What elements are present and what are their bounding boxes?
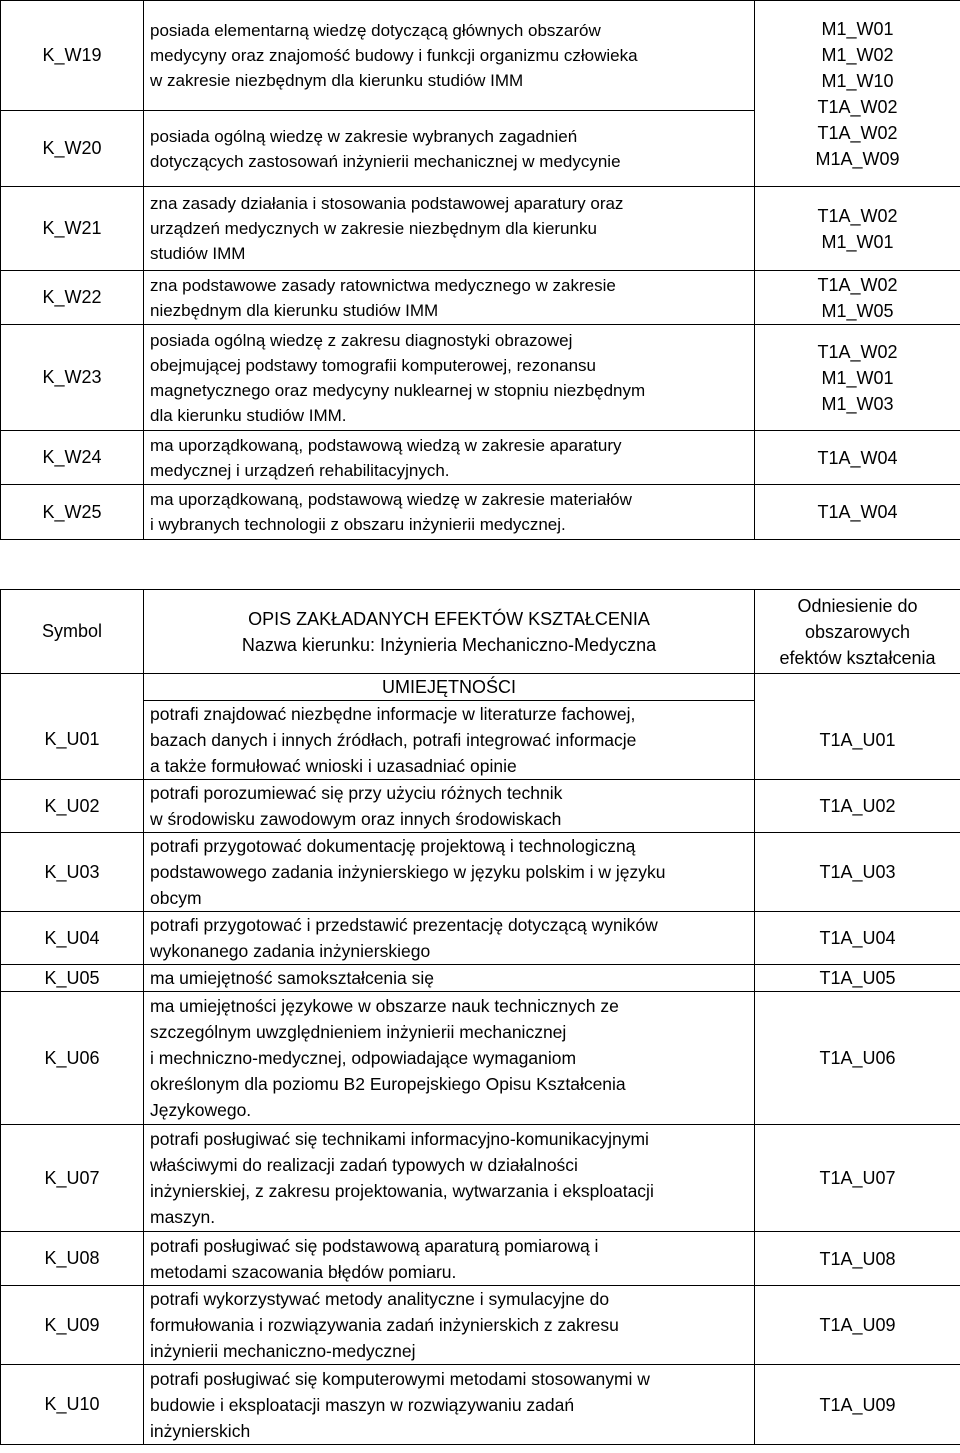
description-cell: ma umiejętności językowe w obszarze nauk technicznych ze szczególnym uwzględnieniem inżynierii mechanicznej i mechniczno-medycznej, odpowiadające wymaganiom określonym dla poziomu B2 Europejskiego Opisu Kształcenia Językowego. (144, 992, 755, 1125)
symbol-cell: K_U03 (1, 833, 144, 912)
symbol-cell: K_U05 (1, 965, 144, 992)
reference-cell: T1A_W02 M1_W05 (755, 271, 960, 325)
symbol-cell: K_U01 (1, 701, 144, 780)
symbol-cell: K_U06 (1, 992, 144, 1125)
header-title-cell (144, 590, 755, 674)
section-ref-empty (755, 674, 960, 701)
effects-table-knowledge (0, 0, 960, 540)
description-cell: potrafi porozumiewać się przy użyciu różnych technik w środowisku zawodowym oraz innych środowiskach (144, 780, 755, 833)
reference-cell: M1_W01 M1_W02 M1_W10 T1A_W02 T1A_W02 M1A_W09 (755, 1, 960, 187)
description-cell: potrafi przygotować dokumentację projektową i technologiczną podstawowego zadania inżynierskiego w języku polskim i w języku obcym (144, 833, 755, 912)
symbol-cell: K_U02 (1, 780, 144, 833)
description-cell: ma umiejętność samokształcenia się (144, 965, 755, 992)
reference-cell: T1A_U02 (755, 780, 960, 833)
symbol-cell: K_W22 (1, 271, 144, 325)
symbol-cell: K_W23 (1, 325, 144, 431)
effects-table-skills (0, 589, 960, 1445)
reference-cell: T1A_W04 (755, 431, 960, 485)
reference-cell: T1A_U06 (755, 992, 960, 1125)
reference-cell: T1A_U01 (755, 701, 960, 780)
description-cell: potrafi posługiwać się technikami informacyjno-komunikacyjnymi właściwymi do realizacji zadań typowych w działalności inżynierskiej, z zakresu projektowania, wytwarzania i eksploatacji maszyn. (144, 1125, 755, 1232)
reference-cell: T1A_U03 (755, 833, 960, 912)
symbol-cell: K_U09 (1, 1286, 144, 1365)
description-cell: potrafi posługiwać się podstawową aparaturą pomiarową i metodami szacowania błędów pomiaru. (144, 1232, 755, 1286)
reference-cell: T1A_W02 M1_W01 (755, 187, 960, 271)
description-cell: zna zasady działania i stosowania podstawowej aparatury oraz urządzeń medycznych w zakresie niezbędnym dla kierunku studiów IMM (144, 187, 755, 271)
reference-cell: T1A_U07 (755, 1125, 960, 1232)
page-title: OPIS ZAKŁADANYCH EFEKTÓW KSZTAŁCENIA (248, 608, 650, 629)
reference-cell: T1A_U05 (755, 965, 960, 992)
description-cell: zna podstawowe zasady ratownictwa medycznego w zakresie niezbędnym dla kierunku studiów IMM (144, 271, 755, 325)
symbol-cell: K_W21 (1, 187, 144, 271)
section-symbol-empty (1, 674, 144, 701)
symbol-cell: K_W20 (1, 111, 144, 187)
reference-cell: T1A_W04 (755, 485, 960, 540)
header-symbol: Symbol (1, 590, 144, 674)
field-name: Nazwa kierunku: Inżynieria Mechaniczno-Medyczna (241, 634, 657, 655)
reference-cell: T1A_U09 (755, 1286, 960, 1365)
description-cell: potrafi znajdować niezbędne informacje w literaturze fachowej, bazach danych i innych źródłach, potrafi integrować informacje a także formułować wnioski i uzasadniać opinie (144, 701, 755, 780)
symbol-cell: K_U04 (1, 912, 144, 965)
description-cell: posiada elementarną wiedzę dotyczącą głównych obszarów medycyny oraz znajomość budowy i funkcji organizmu człowieka w zakresie niezbędnym dla kierunku studiów IMM (144, 1, 755, 111)
description-cell: potrafi wykorzystywać metody analityczne i symulacyjne do formułowania i rozwiązywania zadań inżynierskich z zakresu inżynierii mechaniczno-medycznej (144, 1286, 755, 1365)
description-cell: posiada ogólną wiedzę z zakresu diagnostyki obrazowej obejmującej podstawy tomografii komputerowej, rezonansu magnetycznego oraz medycyny nuklearnej w stopniu niezbędnym dla kierunku studiów IMM. (144, 325, 755, 431)
symbol-cell: K_W19 (1, 1, 144, 111)
reference-cell: T1A_U08 (755, 1232, 960, 1286)
symbol-cell: K_U08 (1, 1232, 144, 1286)
section-heading: UMIEJĘTNOŚCI (144, 674, 755, 701)
description-cell: potrafi przygotować i przedstawić prezentację dotyczącą wyników wykonanego zadania inżynierskiego (144, 912, 755, 965)
description-cell: ma uporządkowaną, podstawową wiedzą w zakresie aparatury medycznej i urządzeń rehabilitacyjnych. (144, 431, 755, 485)
reference-cell: T1A_U04 (755, 912, 960, 965)
reference-cell: T1A_W02 M1_W01 M1_W03 (755, 325, 960, 431)
symbol-cell: K_U10 (1, 1365, 144, 1445)
header-reference: Odniesienie do obszarowych efektów kształcenia (755, 590, 960, 674)
reference-cell: T1A_U09 (755, 1365, 960, 1445)
description-cell: potrafi posługiwać się komputerowymi metodami stosowanymi w budowie i eksploatacji maszyn w rozwiązywaniu zadań inżynierskich (144, 1365, 755, 1445)
symbol-cell: K_U07 (1, 1125, 144, 1232)
description-cell: posiada ogólną wiedzę w zakresie wybranych zagadnień dotyczących zastosowań inżynierii mechanicznej w medycynie (144, 111, 755, 187)
symbol-cell: K_W25 (1, 485, 144, 540)
description-cell: ma uporządkowaną, podstawową wiedzę w zakresie materiałów i wybranych technologii z obszaru inżynierii medycznej. (144, 485, 755, 540)
symbol-cell: K_W24 (1, 431, 144, 485)
